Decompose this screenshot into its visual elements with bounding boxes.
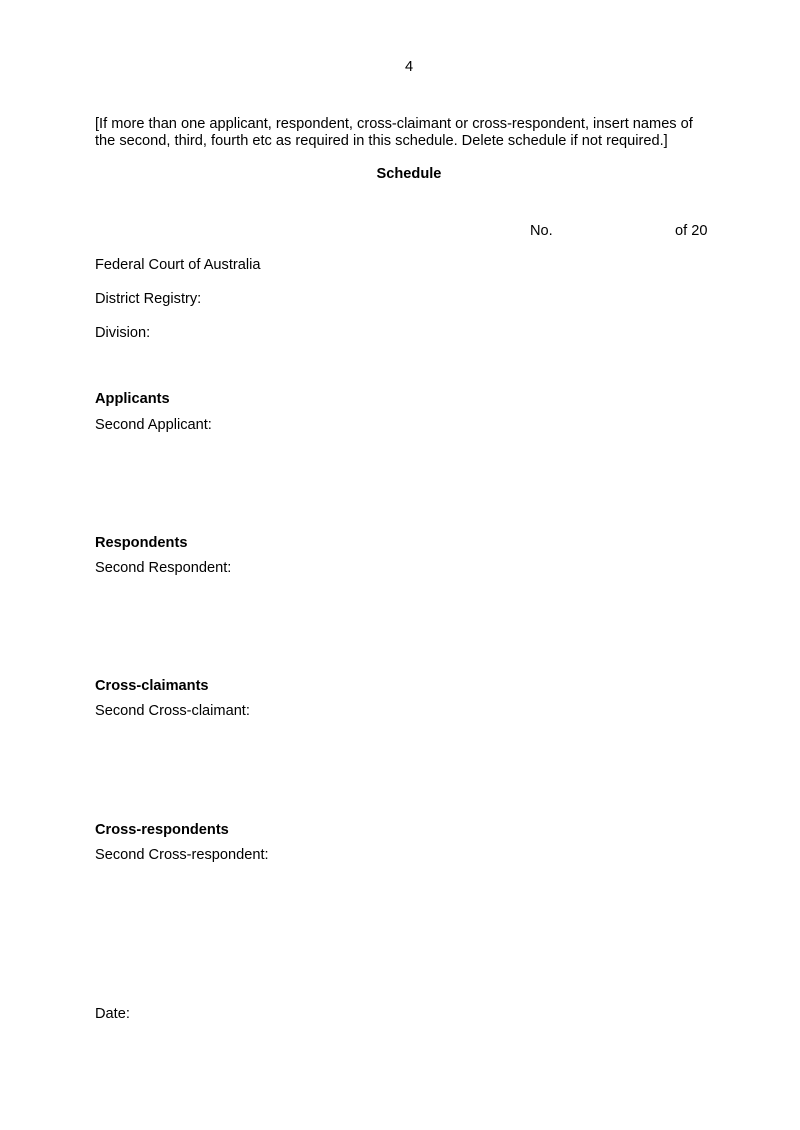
second-cross-respondent-label: Second Cross-respondent: [95, 847, 269, 863]
court-name: Federal Court of Australia [95, 257, 261, 273]
schedule-title: Schedule [376, 166, 442, 182]
page-number: 4 [404, 59, 414, 75]
case-number-label: No. [530, 223, 553, 239]
instruction-line-2: the second, third, fourth etc as required in this schedule. Delete schedule if not required.] [95, 133, 668, 149]
second-respondent-label: Second Respondent: [95, 560, 232, 576]
instruction-line-1: [If more than one applicant, respondent, cross-claimant or cross-respondent, insert names of [95, 116, 693, 132]
date-label: Date: [95, 1006, 130, 1022]
second-applicant-label: Second Applicant: [95, 417, 212, 433]
division-label: Division: [95, 325, 151, 341]
respondents-heading: Respondents [95, 535, 188, 551]
second-cross-claimant-label: Second Cross-claimant: [95, 703, 250, 719]
cross-claimants-heading: Cross-claimants [95, 678, 209, 694]
district-registry-label: District Registry: [95, 291, 202, 307]
case-year-label: of 20 [675, 223, 708, 239]
applicants-heading: Applicants [95, 391, 170, 407]
instruction-text [95, 116, 725, 150]
cross-respondents-heading: Cross-respondents [95, 822, 229, 838]
